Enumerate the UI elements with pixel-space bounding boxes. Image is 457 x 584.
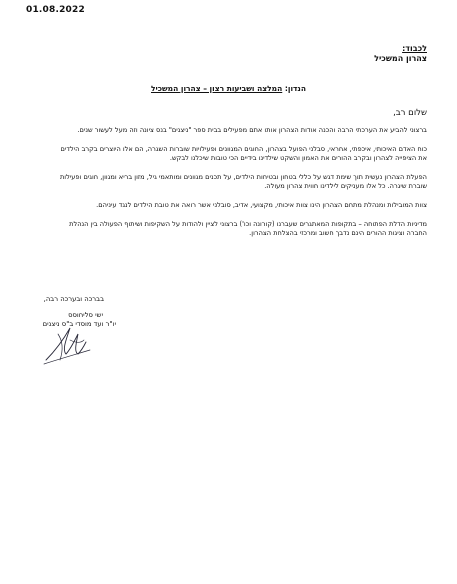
addressee-to-label: לכבוד: [402,44,427,53]
subject-label: הנדון: [284,84,306,93]
handwritten-signature [40,320,95,365]
signer-title: יו"ר ועד מוסדי ב"ס ניצנים [42,320,116,328]
body-paragraph: מדיניות הדלת הפתוחה – בתקופות המאתגרים שעברנו (קורונה וכו') ברצוני לציין ולהודות על השקיפות ושיתוף הפעולה בין הנהלת החברה וציגות ההורים הינם נדבך חשוב ומרכזי בהצלחת הצהרון. [69,220,427,238]
addressee-name: צהרון המשכיל [374,54,427,63]
subject-line [0,84,457,93]
body-paragraph: צוות המובילות ומנהלת מתחם הצהרון הינו צוות איכותי, מקצועי, אדיב, סובלני אשר רואה את טובת הילדים לנגד עיניהם. [96,201,427,210]
addressee-block [374,44,427,64]
body-paragraph: כוח האדם האיכותי, איכפתי, אחראי, סבלני הפועל בצהרון, החוגים המגוונים ופעילויות שוברות השגרה, הם אלו היוצרים בקרב הילדים את הציפייה לצהרון ובקרב ההורים את האמון והשקט שילדינו בידיים הכי טובות שיכלנו לבקש. [60,144,427,163]
letter-date: 01.08.2022 [26,5,85,15]
signer-name: ישי סליחוסס [68,311,103,319]
subject-text: המלצה ושביעות רצון – צהרון המשכיל [151,84,283,93]
body-paragraph: הפעלת הצהרון נעשית תוך שימת דגש על כללי בטחון ובטיחות הילדים, על תכנים מגוונים ומותאמי גיל, מזון בריא ומגוון, חוגים ופעילות שוברת שיגרה. כל אלו מעניקים לילדינו חווית צהרון מעולה. [59,173,427,191]
body-paragraph: ברצוני להביע את הערכתי הרבה והכנה אודות הצהרון אותו אתם מפעילים בבית ספר "ניצנים" בנס ציונה וזה מעל לעשור שנים. [77,126,427,134]
closing-line: בברכה ובערכה רבה, [43,295,104,303]
letter-body [50,126,427,248]
greeting: שלום רב, [393,108,427,118]
